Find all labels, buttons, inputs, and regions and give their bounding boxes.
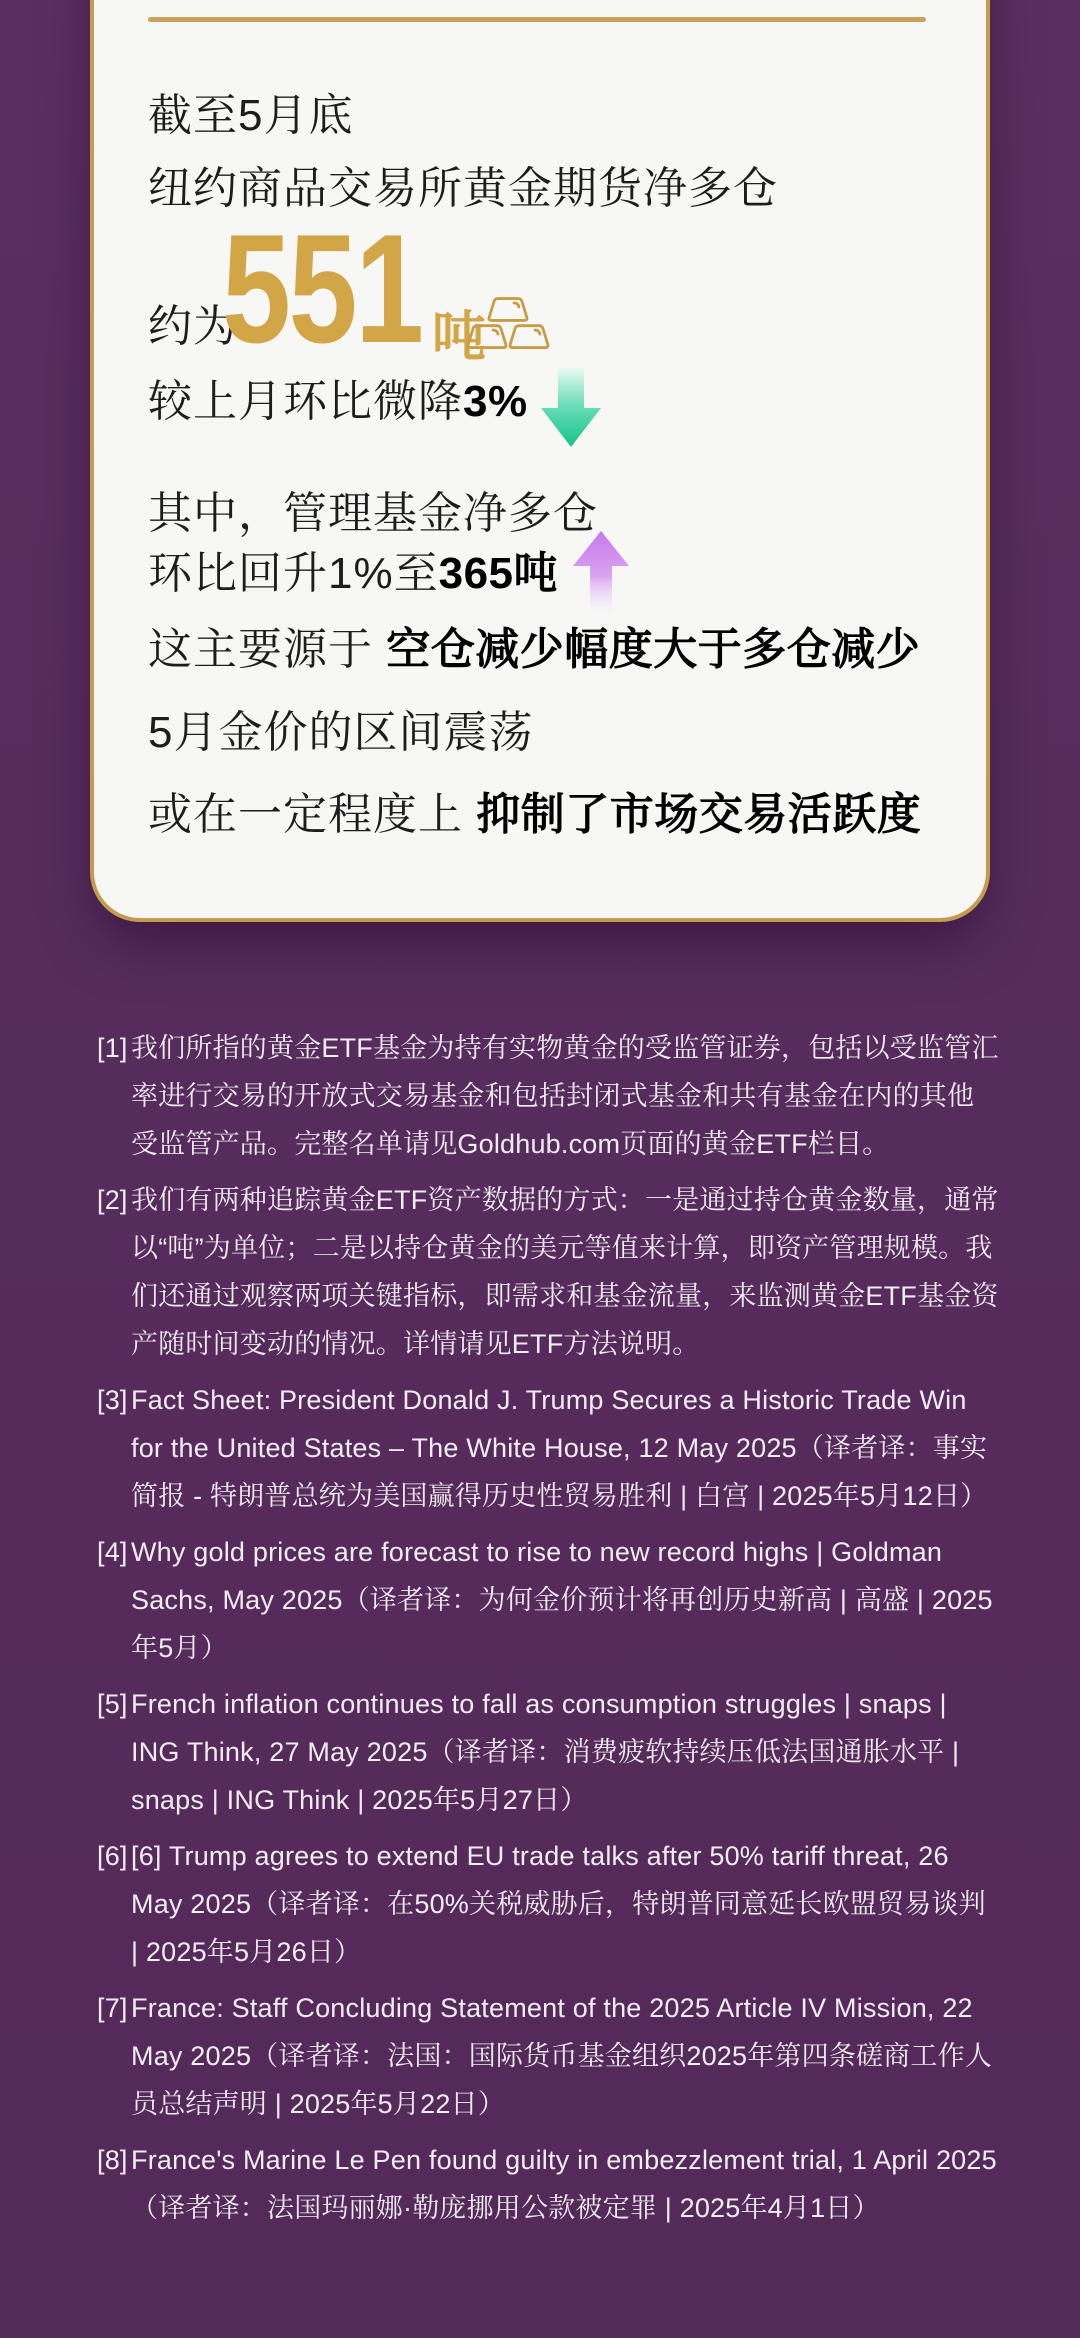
footnote-text: France's Marine Le Pen found guilty in embezzlement trial, 1 April 2025（译者译：法国玛丽娜·勒庞挪用公款被定罪 | 2025年4月1日） [131, 2145, 997, 2223]
up-arrow-icon [572, 531, 630, 613]
footnote-3 [97, 1376, 999, 1520]
card-line-fund-change [148, 548, 630, 613]
card-line-reason [148, 624, 920, 676]
footnote-number: [6] [97, 1841, 128, 1871]
footnote-5 [97, 1680, 999, 1824]
gold-bars-icon [466, 296, 550, 351]
card-line-subject: 纽约商品交易所黄金期货净多仓 [148, 164, 778, 213]
footnote-number: [3] [97, 1385, 128, 1415]
footnote-1 [97, 1024, 999, 1168]
footnote-number: [4] [97, 1537, 128, 1567]
footnote-text: French inflation continues to fall as consumption struggles | snaps | ING Think, 27 May 2025（译者译：消费疲软持续压低法国通胀水平 | snaps | ING Think | 2025年5月27日） [131, 1689, 960, 1815]
footnote-number: [2] [97, 1185, 128, 1215]
footnote-text: 我们所指的黄金ETF基金为持有实物黄金的受监管证券，包括以受监管汇率进行交易的开放式交易基金和包括封闭式基金和共有基金在内的其他受监管产品。完整名单请见Goldhub.com页面的黄金ETF栏目。 [131, 1033, 999, 1159]
footnote-text: 我们有两种追踪黄金ETF资产数据的方式：一是通过持仓黄金数量，通常以“吨”为单位；二是以持仓黄金的美元等值来计算，即资产管理规模。我们还通过观察两项关键指标，即需求和基金流量，来监测黄金ETF基金资产随时间变动的情况。详情请见ETF方法说明。 [131, 1185, 999, 1359]
footnote-7 [97, 1984, 999, 2128]
footnote-text: Fact Sheet: President Donald J. Trump Secures a Historic Trade Win for the United States – The White House, 12 May 2025（译者译：事实简报 - 特朗普总统为美国赢得历史性贸易胜利 | 白宫 | 2025年5月12日） [131, 1385, 988, 1511]
footnote-text: France: Staff Concluding Statement of the 2025 Article IV Mission, 22 May 2025（译者译：法国：国际货币基金组织2025年第四条磋商工作人员总结声明 | 2025年5月22日） [131, 1993, 993, 2119]
footnote-2 [97, 1176, 999, 1368]
conclusion-strong: 抑制了市场交易活跃度 [476, 790, 922, 839]
mom-change-percent: 3% [463, 377, 528, 426]
footnote-4 [97, 1528, 999, 1672]
stat-value: 551 [222, 202, 422, 375]
mom-change-text: 较上月环比微降 [148, 377, 463, 426]
fund-change-value: 365吨 [438, 549, 559, 598]
reason-text: 这主要源于 [148, 625, 373, 674]
stat-unit: 吨 [432, 307, 486, 367]
footnote-number: [8] [97, 2145, 128, 2175]
stat-label: 约为 [148, 302, 238, 351]
footnote-text: Why gold prices are forecast to rise to new record highs | Goldman Sachs, May 2025（译者译：为何金价预计将再创历史新高 | 高盛 | 2025年5月） [131, 1537, 993, 1663]
section-divider [148, 17, 926, 22]
footnote-text: [6] Trump agrees to extend EU trade talks after 50% tariff threat, 26 May 2025（译者译：在50%关税威胁后，特朗普同意延长欧盟贸易谈判 | 2025年5月26日） [131, 1841, 986, 1967]
footnotes-section [97, 1024, 999, 2240]
summary-card [90, 0, 990, 922]
footnote-6 [97, 1832, 999, 1976]
footnote-8 [97, 2136, 999, 2232]
card-line-date: 截至5月底 [148, 91, 354, 140]
reason-strong: 空仓减少幅度大于多仓减少 [386, 625, 921, 674]
card-line-conclusion [148, 789, 921, 841]
card-line-price: 5月金价的区间震荡 [148, 708, 534, 757]
conclusion-text: 或在一定程度上 [148, 790, 463, 839]
footnote-number: [7] [97, 1993, 128, 2023]
footnote-number: [1] [97, 1033, 128, 1063]
down-arrow-icon [540, 368, 602, 448]
footnote-number: [5] [97, 1689, 128, 1719]
card-line-mom-change [148, 376, 602, 448]
fund-change-text: 环比回升1%至 [148, 549, 439, 598]
card-line-fund: 其中，管理基金净多仓 [148, 489, 598, 538]
